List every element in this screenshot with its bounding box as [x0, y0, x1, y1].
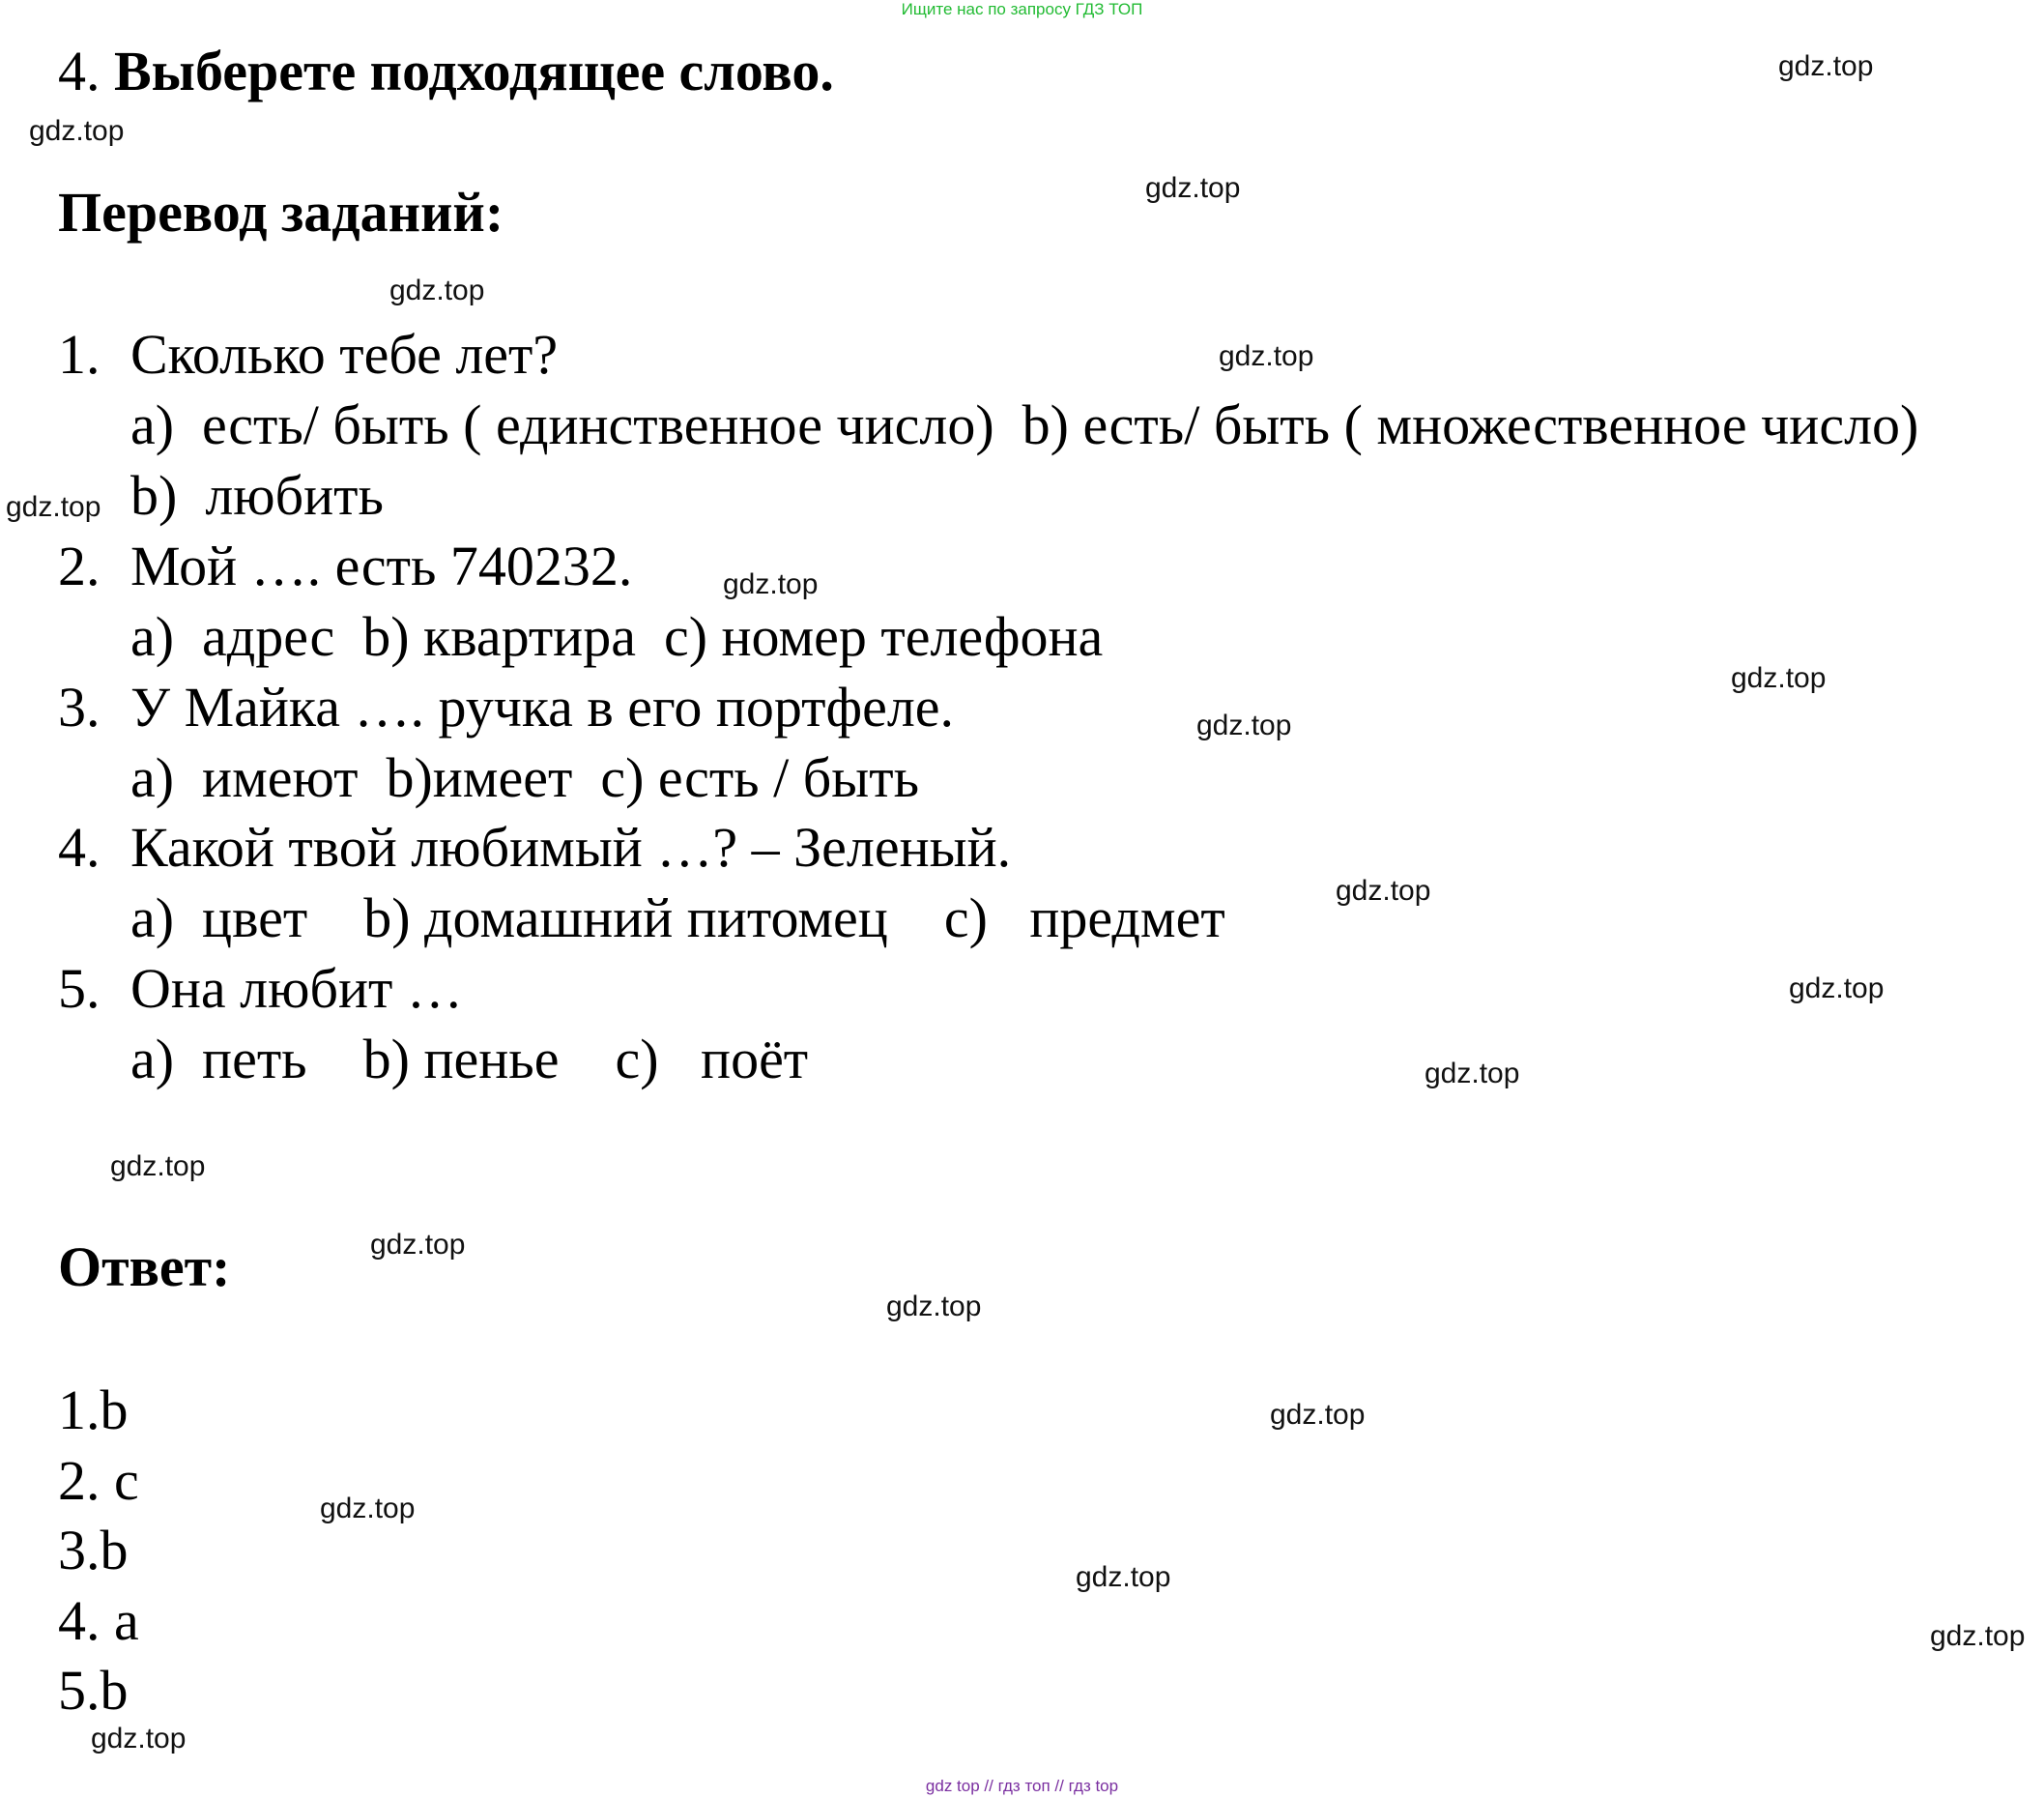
question-5-options: a) петь b) пенье c) поёт — [130, 1028, 809, 1090]
question-4 — [58, 816, 1012, 879]
top-banner[interactable]: Ищите нас по запросу ГДЗ ТОП — [901, 0, 1143, 18]
question-text: Она любит … — [130, 957, 463, 1020]
bottom-banner[interactable]: gdz top // гдз топ // гдз top — [925, 1777, 1119, 1795]
watermark: gdz.top — [110, 1150, 206, 1182]
question-text: Мой …. есть 740232. — [130, 535, 633, 597]
watermark: gdz.top — [1336, 875, 1431, 907]
watermark: gdz.top — [1778, 50, 1874, 82]
watermark: gdz.top — [1270, 1399, 1366, 1431]
question-text: Какой твой любимый …? – Зеленый. — [130, 816, 1012, 879]
question-3-options: a) имеют b)имеет c) есть / быть — [130, 746, 920, 809]
answer-5: 5.b — [58, 1659, 129, 1722]
watermark: gdz.top — [320, 1493, 416, 1524]
question-4-options: a) цвет b) домашний питомец c) предмет — [130, 886, 1225, 949]
question-number: 2. — [58, 535, 101, 597]
translation-heading: Перевод заданий: — [58, 181, 504, 244]
watermark: gdz.top — [1196, 710, 1292, 741]
watermark: gdz.top — [1076, 1561, 1171, 1593]
watermark: gdz.top — [1930, 1620, 2026, 1652]
question-text: У Майка …. ручка в его портфеле. — [130, 676, 955, 739]
watermark: gdz.top — [389, 275, 485, 306]
question-number: 5. — [58, 957, 101, 1020]
question-text: Сколько тебе лет? — [130, 323, 559, 386]
question-1-options-2: b) любить — [130, 464, 384, 527]
question-5 — [58, 957, 463, 1020]
task-number: 4. — [58, 40, 101, 102]
watermark: gdz.top — [1219, 340, 1314, 372]
answer-3: 3.b — [58, 1519, 129, 1581]
watermark: gdz.top — [886, 1290, 982, 1322]
question-2-options: a) адрес b) квартира c) номер телефона — [130, 605, 1104, 668]
watermark: gdz.top — [1731, 662, 1827, 694]
question-number: 3. — [58, 676, 101, 739]
answer-4: 4. a — [58, 1589, 139, 1652]
watermark: gdz.top — [1425, 1058, 1520, 1089]
question-2 — [58, 535, 633, 597]
watermark: gdz.top — [6, 491, 101, 523]
answer-heading: Ответ: — [58, 1235, 231, 1298]
answer-2: 2. c — [58, 1449, 139, 1512]
task-title-text: Выберете подходящее слово. — [114, 40, 834, 102]
task-title — [58, 40, 834, 102]
question-number: 1. — [58, 323, 101, 386]
watermark: gdz.top — [370, 1229, 466, 1261]
answer-1: 1.b — [58, 1378, 129, 1441]
question-1 — [58, 323, 559, 386]
question-number: 4. — [58, 816, 101, 879]
question-3 — [58, 676, 955, 739]
watermark: gdz.top — [91, 1723, 187, 1754]
watermark: gdz.top — [1789, 972, 1885, 1004]
watermark: gdz.top — [1145, 172, 1241, 204]
question-1-options-1: a) есть/ быть ( единственное число) b) есть/ быть ( множественное число) — [130, 393, 1919, 456]
watermark: gdz.top — [29, 115, 125, 147]
watermark: gdz.top — [723, 568, 819, 600]
